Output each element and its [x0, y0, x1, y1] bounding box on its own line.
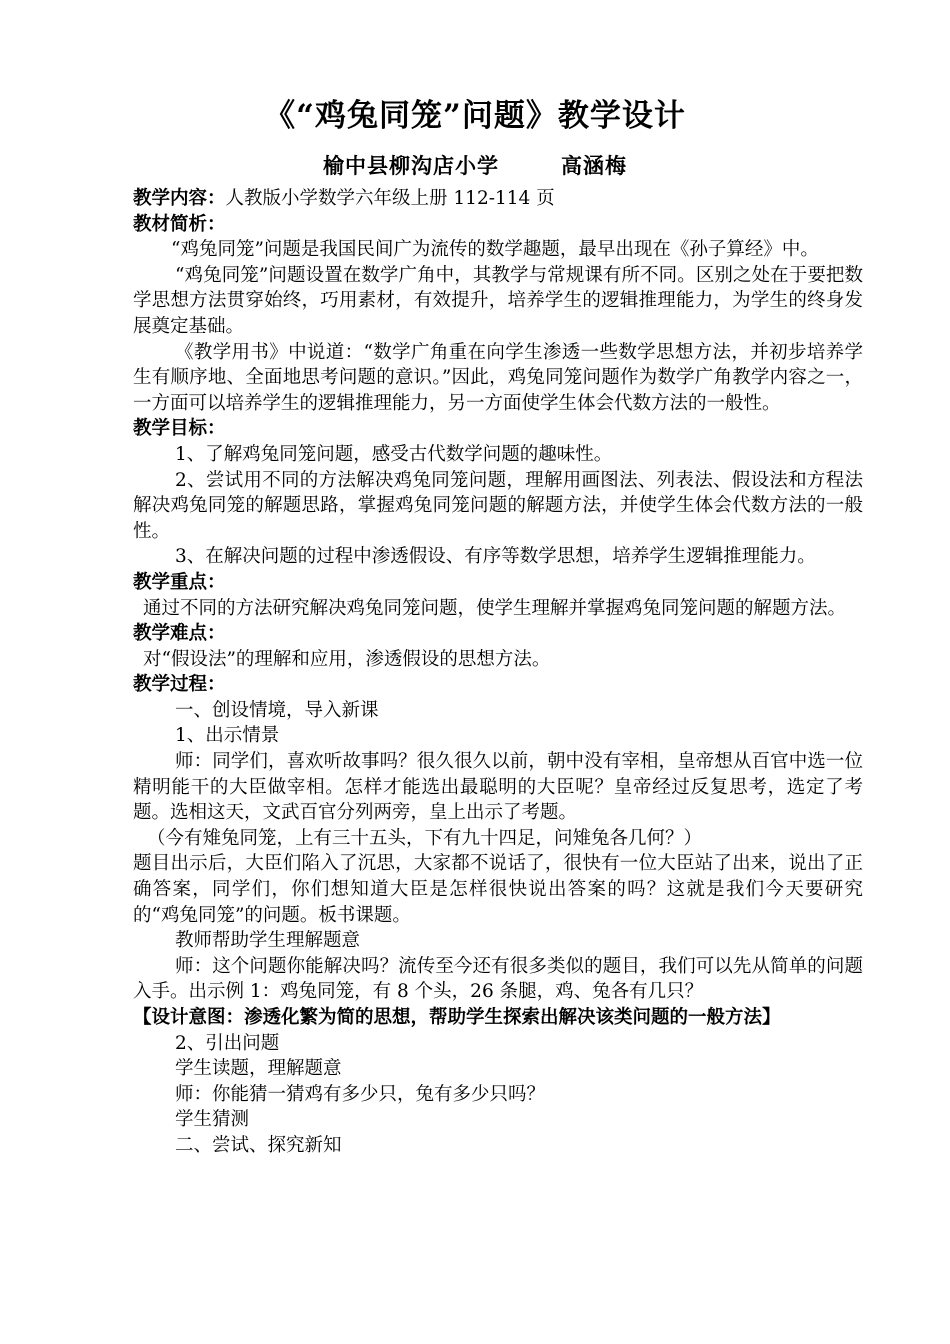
content-line [133, 186, 863, 212]
goal-item: 3、在解决问题的过程中渗透假设、有序等数学思想，培养学生逻辑推理能力。 [175, 546, 816, 568]
analysis-paragraph: 《教学用书》中说道：“数学广角重在向学生渗透一些数学思想方法，并初步培养学生有顺序地、全面地思考问题的意识。”因此，鸡兔同笼问题作为数学广角教学内容之一，一方面可以培养学生的逻辑推理能力，另一方面使学生体会代数方法的一般性。 [133, 341, 863, 414]
content-label: 教学内容： [133, 188, 226, 209]
keypoint-heading: 教学重点： [133, 571, 226, 593]
content-text: 人教版小学数学六年级上册 112-114 页 [225, 188, 555, 209]
school-name: 榆中县柳沟店小学 [323, 153, 499, 178]
process-paragraph: 师：同学们，喜欢听故事吗？很久很久以前，朝中没有宰相，皇帝想从百官中选一位精明能干的大臣做宰相。怎样才能选出最聪明的大臣呢？皇帝经过反复思考，选定了考题。选相这天，文武百官分列两旁，皇上出示了考题。 [133, 751, 863, 824]
process-paragraph: 师：这个问题你能解决吗？流传至今还有很多类似的题目，我们可以先从简单的问题入手。出示例 1：鸡兔同笼，有 8 个头，26 条腿，鸡、兔各有几只？ [133, 955, 863, 1003]
design-intent: 【设计意图：渗透化繁为简的思想，帮助学生探索出解决该类问题的一般方法】 [133, 1007, 781, 1028]
difficulty-heading: 教学难点： [133, 623, 226, 645]
analysis-paragraph: “鸡兔同笼”问题设置在数学广角中，其教学与常规课有所不同。区别之处在于要把数学思想方法贯穿始终，巧用素材，有效提升，培养学生的逻辑推理能力，为学生的终身发展奠定基础。 [133, 264, 863, 337]
process-paragraph: 学生猜测 [175, 1109, 250, 1131]
goals-heading: 教学目标： [133, 418, 226, 440]
analysis-paragraph: “鸡兔同笼”问题是我国民间广为流传的数学趣题，最早出现在《孙子算经》中。 [171, 239, 819, 261]
process-step: 2、引出问题 [175, 1032, 280, 1054]
author-name: 高涵梅 [561, 153, 627, 178]
process-paragraph: 学生读题，理解题意 [175, 1058, 342, 1080]
analysis-heading: 教材简析： [133, 213, 226, 235]
process-step: 1、出示情景 [175, 725, 280, 747]
process-section: 二、尝试、探究新知 [175, 1134, 342, 1156]
process-question: （今有雉兔同笼，上有三十五头，下有九十四足，问雉兔各几何？） [147, 827, 703, 849]
process-section: 一、创设情境，导入新课 [175, 699, 379, 721]
process-paragraph: 师：你能猜一猜鸡有多少只，兔有多少只吗？ [175, 1083, 546, 1105]
process-heading: 教学过程： [133, 674, 226, 696]
author-line [0, 150, 950, 182]
process-paragraph: 题目出示后，大臣们陷入了沉思，大家都不说话了，很快有一位大臣站了出来，说出了正确答案，同学们，你们想知道大臣是怎样很快说出答案的吗？这就是我们今天要研究的“鸡兔同笼”的问题。板书课题。 [133, 853, 863, 926]
difficulty-text: 对“假设法”的理解和应用，渗透假设的思想方法。 [143, 648, 551, 670]
document-title: 《“鸡兔同笼”问题》教学设计 [264, 98, 686, 134]
goal-item: 2、尝试用不同的方法解决鸡兔同笼问题，理解用画图法、列表法、假设法和方程法解决鸡兔同笼的解题思路，掌握鸡兔同笼问题的解题方法，并使学生体会代数方法的一般性。 [133, 469, 863, 542]
process-paragraph: 教师帮助学生理解题意 [175, 930, 361, 952]
document-body [133, 186, 863, 1159]
keypoint-text: 通过不同的方法研究解决鸡兔同笼问题，使学生理解并掌握鸡兔同笼问题的解题方法。 [143, 597, 847, 619]
goal-item: 1、了解鸡兔同笼问题，感受古代数学问题的趣味性。 [175, 443, 613, 465]
